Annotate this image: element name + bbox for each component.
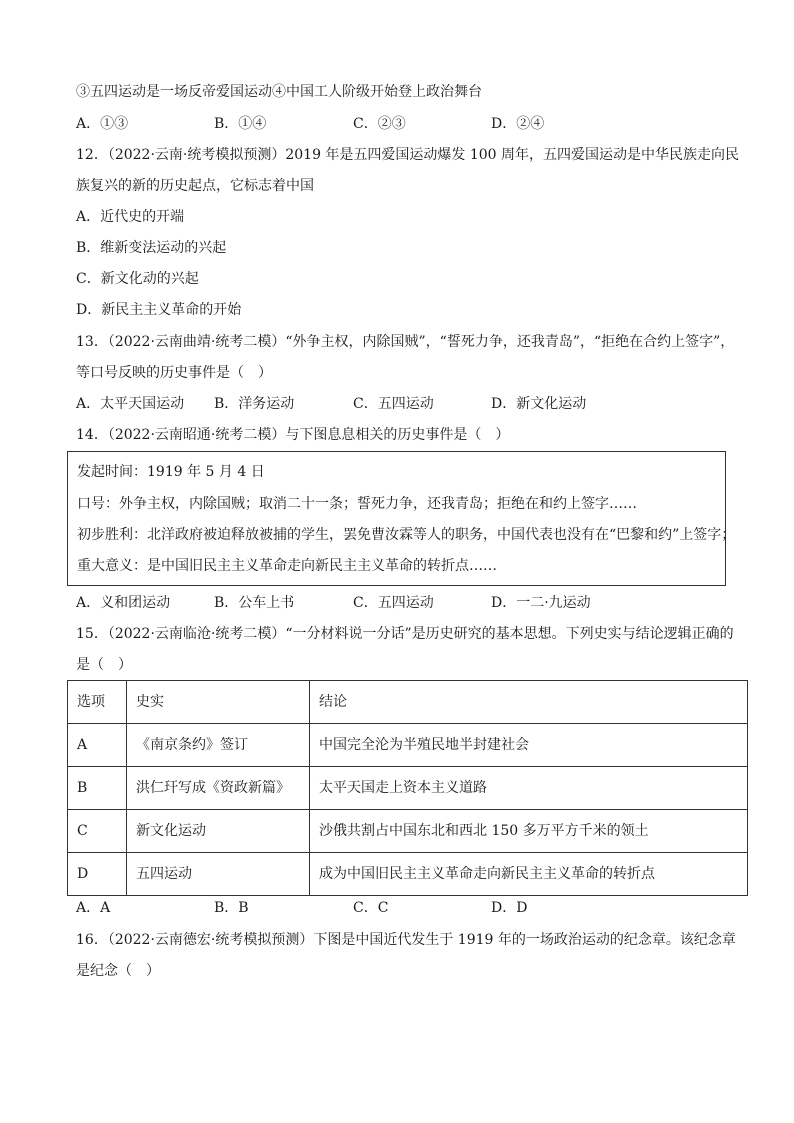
q15-option-a[interactable]: A．A	[76, 900, 111, 916]
table-cell: 沙俄共割占中国东北和西北 150 多万平方千米的领土	[310, 810, 748, 853]
q16-stem-line2: 是纪念（ ）	[76, 963, 160, 979]
q13-stem-line1: 13．（2022·云南曲靖·统考二模）“外争主权，内除国贼”，“誓死力争，还我青岛”，“拒绝在合约上签字”，	[76, 334, 735, 350]
q13-option-c[interactable]: C．五四运动	[353, 396, 434, 412]
q11-options	[76, 114, 756, 134]
q13-option-a[interactable]: A．太平天国运动	[76, 396, 185, 412]
table-row	[68, 767, 748, 810]
q14-material-box	[67, 451, 736, 586]
q11-option-c[interactable]: C．②③	[353, 116, 406, 132]
table-cell: 五四运动	[127, 853, 310, 896]
q12-option-b[interactable]: B．维新变法运动的兴起	[76, 240, 227, 256]
q12-option-c[interactable]: C．新文化动的兴起	[76, 271, 199, 287]
q15-option-c[interactable]: C．C	[353, 900, 389, 916]
q14-option-a[interactable]: A．义和团运动	[76, 595, 171, 611]
table-cell: 新文化运动	[127, 810, 310, 853]
q14-options	[76, 593, 756, 613]
q15-stem-line2: 是（ ）	[76, 657, 132, 673]
q14-stem: 14．（2022·云南昭通·统考二模）与下图息息相关的历史事件是（ ）	[76, 427, 510, 443]
q13-stem-line2: 等口号反映的历史事件是（ ）	[76, 365, 272, 381]
q16-stem-line1: 16．（2022·云南德宏·统考模拟预测）下图是中国近代发生于 1919 年的一场政治运动的纪念章。该纪念章	[76, 932, 736, 948]
table-row	[68, 853, 748, 896]
q14-option-c[interactable]: C．五四运动	[353, 595, 434, 611]
q11-option-b[interactable]: B．①④	[214, 116, 267, 132]
q15-options	[76, 898, 756, 918]
q12-stem-line1: 12．（2022·云南·统考模拟预测）2019 年是五四爱国运动爆发 100 周年，五四爱国运动是中华民族走向民	[76, 147, 740, 163]
table-cell: 《南京条约》签订	[127, 724, 310, 767]
table-cell: 中国完全沦为半殖民地半封建社会	[310, 724, 748, 767]
q13-options	[76, 394, 756, 414]
table-row	[68, 810, 748, 853]
q15-stem-line1: 15．（2022·云南临沧·统考二模）“一分材料说一分话”是历史研究的基本思想。下列史实与结论逻辑正确的	[76, 626, 734, 642]
table-cell: D	[68, 853, 127, 896]
table-cell: B	[68, 767, 127, 810]
q14-option-b[interactable]: B．公车上书	[214, 595, 295, 611]
q11-statements: ③五四运动是一场反帝爱国运动④中国工人阶级开始登上政治舞台	[76, 84, 482, 100]
q15-option-d[interactable]: D．D	[491, 900, 528, 916]
table-header-fact: 史实	[127, 681, 310, 724]
table-row	[68, 724, 748, 767]
q12-stem-line2: 族复兴的新的历史起点，它标志着中国	[76, 178, 314, 194]
q13-option-d[interactable]: D．新文化运动	[491, 396, 587, 412]
q13-option-b[interactable]: B．洋务运动	[214, 396, 295, 412]
table-header-row	[68, 681, 748, 724]
q12-option-d[interactable]: D．新民主主义革命的开始	[76, 302, 242, 318]
table-cell: A	[68, 724, 127, 767]
table-cell: 太平天国走上资本主义道路	[310, 767, 748, 810]
q14-option-d[interactable]: D．一二·九运动	[491, 595, 591, 611]
q15-option-b[interactable]: B．B	[214, 900, 249, 916]
q12-option-a[interactable]: A．近代史的开端	[76, 209, 185, 225]
q14-box-line-date: 发起时间：1919 年 5 月 4 日	[77, 464, 265, 480]
table-header-option: 选项	[68, 681, 127, 724]
table-header-conclusion: 结论	[310, 681, 748, 724]
table-cell: 成为中国旧民主主义革命走向新民主主义革命的转折点	[310, 853, 748, 896]
q14-box-line-significance: 重大意义：是中国旧民主主义革命走向新民主主义革命的转折点……	[77, 558, 497, 574]
table-cell: 洪仁玕写成《资政新篇》	[127, 767, 310, 810]
q15-table	[67, 680, 748, 896]
q14-box-line-slogans: 口号：外争主权，内除国贼；取消二十一条；誓死力争，还我青岛；拒绝在和约上签字……	[77, 496, 637, 512]
q14-box-line-victory: 初步胜利：北洋政府被迫释放被捕的学生，罢免曹汝霖等人的职务，中国代表也没有在“巴黎和约”上签字；	[77, 527, 736, 543]
table-cell: C	[68, 810, 127, 853]
q11-option-d[interactable]: D．②④	[491, 116, 545, 132]
q11-option-a[interactable]: A．①③	[76, 116, 129, 132]
